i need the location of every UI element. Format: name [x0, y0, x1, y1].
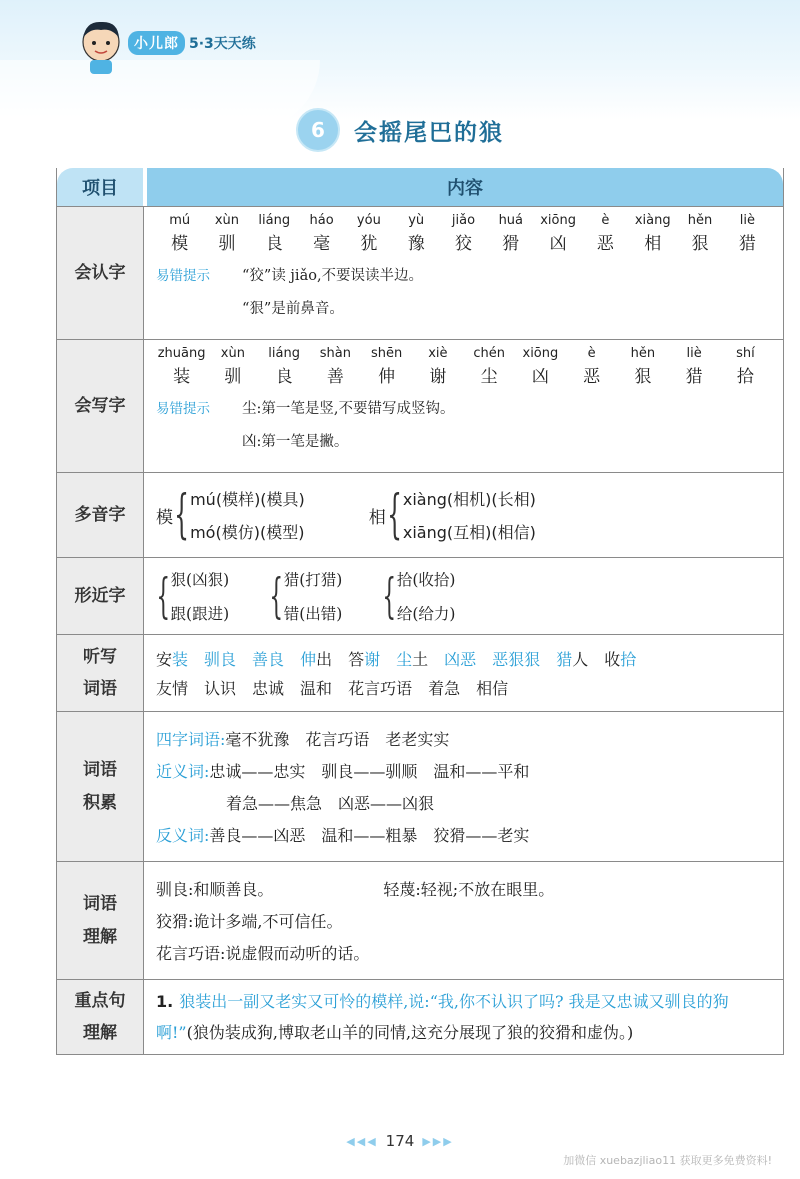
dictation-word: 相信 [476, 679, 509, 698]
dictation-word: 认识 [204, 679, 237, 698]
vocab-words: 忠诚——忠实 驯良——驯顺 温和——平和 [209, 762, 530, 781]
poly-reading: xiàng(相机)(长相) [402, 490, 536, 509]
label-line: 积累 [83, 792, 117, 813]
row-content [144, 207, 783, 339]
row-content [144, 862, 783, 979]
pinyin-char-grid [156, 346, 771, 387]
row-label: 多音字 [57, 473, 144, 557]
header-content: 内容 [147, 168, 783, 206]
hanzi-char: 狠 [634, 367, 652, 387]
hanzi-char: 谢 [429, 367, 447, 387]
hanzi-char: 伸 [378, 367, 396, 387]
word-part: 善良 [252, 650, 285, 669]
dictation-word [444, 647, 476, 670]
tip-text: 尘:第一笔是竖,不要错写成竖钩。 [242, 401, 455, 417]
hanzi-char: 猎 [685, 367, 703, 387]
similar-group [382, 568, 455, 624]
word-part: 出 [316, 650, 333, 669]
brand-name: 小儿郎 [128, 31, 185, 55]
brace-icon: { [174, 485, 189, 545]
label-line: 词语 [83, 760, 117, 781]
row-key-sentence [57, 979, 783, 1054]
hanzi-char: 良 [275, 367, 293, 387]
word-part: 土 [412, 650, 429, 669]
page-footer [0, 1132, 800, 1150]
row-label: 会写字 [57, 340, 144, 472]
word-part: 收 [604, 650, 621, 669]
vocab-line [156, 727, 771, 750]
pinyin-label: huá [498, 213, 524, 228]
poly-reading: mó(模仿)(模型) [190, 523, 305, 542]
similar-word: 给(给力) [396, 605, 456, 623]
vocab-words: 善良——凶恶 温和——粗暴 狡猾——老实 [209, 826, 530, 845]
series-name: 5·3天天练 [189, 36, 256, 52]
table-header [57, 168, 783, 206]
tip-tag: 易错提示 [156, 268, 210, 284]
hanzi-char: 恶 [583, 367, 601, 387]
hanzi-char: 驯 [224, 367, 242, 387]
tip-text: “狡”读 jiǎo,不要误读半边。 [242, 268, 424, 284]
pinyin-label: jiǎo [451, 213, 476, 228]
word-part: 安 [156, 650, 173, 669]
hanzi-char: 凶 [549, 234, 567, 254]
pinyin-label: xiōng [522, 346, 559, 361]
similar-word: 错(出错) [283, 605, 343, 623]
dictation-word [396, 647, 428, 670]
polyphone-group [156, 487, 305, 543]
label-line: 词语 [83, 679, 117, 699]
vocab-line [156, 759, 771, 782]
pinyin-char-grid [156, 213, 771, 254]
hanzi-char: 装 [173, 367, 191, 387]
word-part: 人 [572, 650, 589, 669]
pinyin-label: liè [739, 213, 755, 228]
item-number: 1. [156, 992, 174, 1011]
lesson-heading [0, 108, 800, 152]
pinyin-label: shàn [319, 346, 351, 361]
dictation-word: 忠诚 [252, 679, 285, 698]
brace-icon: { [382, 568, 397, 624]
explain-text: 轻蔑:轻视;不放在眼里。 [383, 880, 555, 899]
pinyin-label: háo [309, 213, 334, 228]
row-vocab [57, 711, 783, 861]
label-line: 理解 [83, 926, 117, 947]
dictation-word: 温和 [300, 679, 333, 698]
poly-reading: xiāng(互相)(相信) [402, 523, 536, 542]
pinyin-label: yù [408, 213, 425, 228]
brace-icon: { [156, 568, 171, 624]
tip-tag: 易错提示 [156, 401, 210, 417]
similar-word: 跟(跟进) [170, 605, 230, 623]
hanzi-char: 驯 [218, 234, 236, 254]
header-item: 项目 [57, 168, 143, 206]
label-line: 词语 [83, 894, 117, 915]
hanzi-char: 相 [644, 234, 662, 254]
pinyin-label: chén [473, 346, 505, 361]
hanzi-char: 善 [326, 367, 344, 387]
word-part: 拾 [620, 650, 637, 669]
hanzi-char: 狡 [454, 234, 472, 254]
lesson-title: 会摇尾巴的狼 [354, 119, 504, 146]
pinyin-label: yóu [356, 213, 381, 228]
word-part: 恶狠狠 [492, 650, 541, 669]
similar-word: 拾(收拾) [396, 571, 456, 589]
dictation-word [204, 647, 236, 670]
hanzi-char: 模 [171, 234, 189, 254]
dictation-word [156, 647, 188, 670]
row-polyphone [57, 472, 783, 557]
pinyin-label: xiōng [540, 213, 576, 228]
pinyin-label: è [601, 213, 610, 228]
row-label: 形近字 [57, 558, 144, 634]
vocab-category: 近义词: [156, 762, 210, 781]
vocab-words: 着急——焦急 凶恶——凶狠 [226, 794, 435, 813]
dictation-word [492, 647, 540, 670]
dictation-word [348, 647, 380, 670]
word-part: 谢 [364, 650, 381, 669]
word-part: 尘 [396, 650, 413, 669]
label-line: 听写 [83, 646, 117, 667]
word-part: 装 [172, 650, 189, 669]
explain-text: 驯良:和顺善良。 [156, 880, 274, 899]
key-quote: 狼装出一副又老实又可怜的模样,说:“我,你不认识了吗? 我是又忠诚又驯良的狗啊!” [156, 992, 729, 1043]
explain-line [156, 877, 771, 900]
watermark-text: 加微信 xuebazjliao11 获取更多免费资料! [563, 1154, 772, 1167]
dictation-word [300, 647, 332, 670]
tip-line [156, 264, 771, 285]
vocab-category: 四字词语: [156, 730, 226, 749]
page-number: 174 [385, 1132, 415, 1150]
row-content [144, 340, 783, 472]
pinyin-label: hěn [630, 346, 656, 361]
row-label [57, 635, 144, 711]
poly-reading: mú(模样)(模具) [190, 490, 305, 509]
poly-char: 模 [156, 507, 173, 528]
word-part: 猎 [556, 650, 573, 669]
hanzi-char: 毫 [313, 234, 331, 254]
study-table [56, 168, 784, 1055]
dictation-word [604, 647, 636, 670]
pinyin-label: liáng [268, 346, 300, 361]
tip-line [156, 397, 771, 418]
hanzi-char: 犹 [360, 234, 378, 254]
lesson-number: 6 [296, 108, 340, 152]
hanzi-char: 良 [265, 234, 283, 254]
boy-mascot-icon [76, 18, 126, 76]
hanzi-char: 恶 [596, 234, 614, 254]
tip-text: “狠”是前鼻音。 [242, 301, 344, 317]
row-explain [57, 861, 783, 979]
row-content [144, 635, 783, 711]
dictation-line [156, 647, 771, 670]
word-part: 凶恶 [444, 650, 477, 669]
similar-word: 猎(打猎) [283, 571, 343, 589]
similar-group [156, 568, 229, 624]
pinyin-label: hěn [687, 213, 713, 228]
hanzi-char: 豫 [407, 234, 425, 254]
row-label [57, 712, 144, 861]
dictation-word [252, 647, 284, 670]
row-recognize [57, 206, 783, 339]
label-line: 重点句 [74, 990, 126, 1011]
vocab-category: 反义词: [156, 826, 210, 845]
dictation-word: 着急 [428, 679, 461, 698]
hanzi-char: 尘 [480, 367, 498, 387]
polyphone-group [369, 487, 536, 543]
vocab-line [156, 823, 771, 846]
brace-icon: { [386, 485, 402, 545]
row-content [144, 980, 783, 1054]
row-label [57, 980, 144, 1054]
dictation-line [156, 676, 771, 699]
row-label [57, 862, 144, 979]
brand-logo [128, 30, 256, 56]
pinyin-label: mú [169, 213, 191, 228]
similar-word: 狠(凶狠) [170, 571, 230, 589]
left-arrows-icon: ◀◀◀ [346, 1134, 378, 1148]
hanzi-char: 狠 [691, 234, 709, 254]
word-part: 答 [348, 650, 365, 669]
dictation-word: 友情 [156, 679, 189, 698]
pinyin-label: xiàng [634, 213, 671, 228]
pinyin-label: xùn [214, 213, 240, 228]
pinyin-label: liáng [258, 213, 291, 228]
similar-group [269, 568, 342, 624]
word-part: 驯良 [204, 650, 237, 669]
hanzi-char: 猾 [502, 234, 520, 254]
hanzi-char: 凶 [531, 367, 549, 387]
brace-icon: { [269, 568, 284, 624]
row-write [57, 339, 783, 472]
tip-text: 凶:第一笔是撇。 [242, 434, 349, 450]
word-part: 伸 [300, 650, 317, 669]
dictation-word: 花言巧语 [348, 679, 413, 698]
row-content [144, 558, 783, 634]
hanzi-char: 猎 [738, 234, 756, 254]
pinyin-label: è [587, 346, 596, 361]
row-similar [57, 557, 783, 634]
explain-line: 狡猾:诡计多端,不可信任。 [156, 912, 343, 931]
vocab-words: 毫不犹豫 花言巧语 老老实实 [225, 730, 450, 749]
pinyin-label: xùn [220, 346, 245, 361]
pinyin-label: shí [736, 346, 755, 361]
row-content [144, 712, 783, 861]
pinyin-label: zhuāng [157, 346, 206, 361]
pinyin-label: shēn [371, 346, 403, 361]
row-content [144, 473, 783, 557]
row-dictation [57, 634, 783, 711]
right-arrows-icon: ▶▶▶ [422, 1134, 454, 1148]
dictation-word [556, 647, 588, 670]
hanzi-char: 拾 [736, 367, 754, 387]
vocab-line [156, 791, 771, 814]
pinyin-label: xiè [428, 346, 448, 361]
poly-char: 相 [368, 507, 386, 528]
explain-line: 花言巧语:说虚假而动听的话。 [156, 944, 370, 963]
pinyin-label: liè [686, 346, 702, 361]
label-line: 理解 [83, 1023, 117, 1044]
row-label: 会认字 [57, 207, 144, 339]
key-comment: (狼伪装成狗,博取老山羊的同情,这充分展现了狼的狡猾和虚伪。) [186, 1023, 634, 1043]
